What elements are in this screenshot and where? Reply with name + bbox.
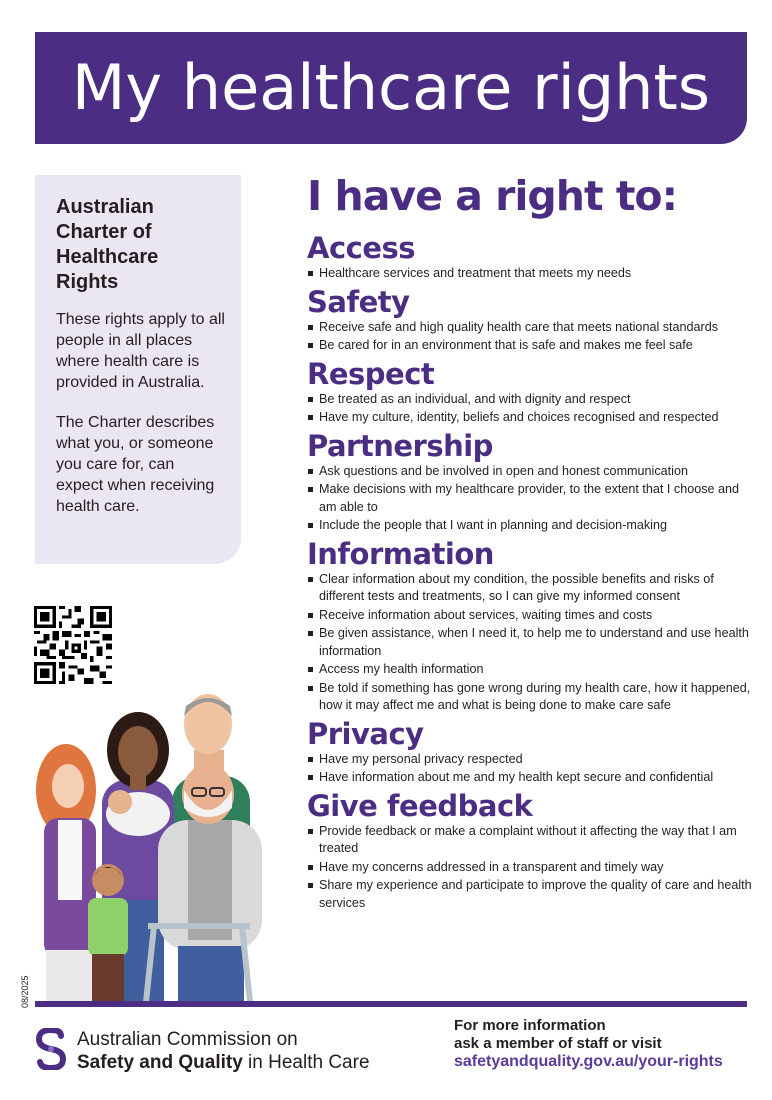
right-items-list xyxy=(307,463,757,535)
right-section-information xyxy=(307,538,757,715)
right-item: Receive safe and high quality health care that meets national standards xyxy=(307,319,757,337)
right-section-partnership xyxy=(307,430,757,535)
footer-divider xyxy=(35,1001,747,1007)
rights-heading: I have a right to: xyxy=(307,172,677,220)
right-item: Have my concerns addressed in a transparent and timely way xyxy=(307,859,757,877)
right-section-privacy xyxy=(307,718,757,787)
family-illustration xyxy=(36,690,278,1002)
title-banner xyxy=(35,32,747,144)
commission-logo-icon xyxy=(35,1028,67,1070)
right-item: Receive information about services, waiting times and costs xyxy=(307,607,757,625)
right-item: Healthcare services and treatment that meets my needs xyxy=(307,265,757,283)
child-figure xyxy=(88,864,128,1002)
right-item: Have my culture, identity, beliefs and choices recognised and respected xyxy=(307,409,757,427)
right-section-respect xyxy=(307,358,757,427)
right-section-title: Privacy xyxy=(307,716,424,751)
rights-website-link[interactable]: safetyandquality.gov.au/your-rights xyxy=(454,1053,723,1070)
charter-scope-text: These rights apply to all people in all places where health care is provided in Australia. xyxy=(56,311,225,391)
right-section-title: Partnership xyxy=(307,428,493,463)
org-name-line1: Australian Commission on xyxy=(77,1029,298,1050)
qr-code[interactable] xyxy=(34,606,112,684)
right-section-safety xyxy=(307,286,757,355)
right-items-list xyxy=(307,571,757,715)
right-section-title: Information xyxy=(307,536,494,571)
more-info-heading: For more information xyxy=(454,1017,606,1034)
charter-title: Australian Charter of Healthcare Rights xyxy=(56,196,159,293)
more-information-block xyxy=(454,1017,723,1071)
right-item: Be told if something has gone wrong during my health care, how it happened, how it may affect me and what is being done to make care safe xyxy=(307,680,757,715)
right-item: Be cared for in an environment that is safe and makes me feel safe xyxy=(307,337,757,355)
right-items-list xyxy=(307,823,757,913)
organisation-name xyxy=(77,1028,370,1074)
right-item: Share my experience and participate to improve the quality of care and health services xyxy=(307,877,757,912)
right-items-list xyxy=(307,391,757,427)
right-section-title: Safety xyxy=(307,284,410,319)
right-items-list xyxy=(307,751,757,787)
rights-list xyxy=(307,172,757,915)
more-info-instruction: ask a member of staff or visit xyxy=(454,1035,662,1052)
org-name-rest: in Health Care xyxy=(242,1052,370,1073)
young-woman-figure xyxy=(36,744,96,1002)
publication-date-code: 08/2025 xyxy=(20,975,30,1008)
right-item: Ask questions and be involved in open and honest communication xyxy=(307,463,757,481)
charter-description-text: The Charter describes what you, or someone you care for, can expect when receiving health care. xyxy=(56,414,215,515)
right-item: Make decisions with my healthcare provider, to the extent that I choose and am able to xyxy=(307,481,757,516)
right-section-access xyxy=(307,232,757,283)
right-items-list xyxy=(307,319,757,355)
org-name-bold: Safety and Quality xyxy=(77,1052,243,1073)
page-title: My healthcare rights xyxy=(71,51,711,124)
right-section-give-feedback xyxy=(307,790,757,913)
right-section-title: Respect xyxy=(307,356,435,391)
right-item: Be treated as an individual, and with dignity and respect xyxy=(307,391,757,409)
right-items-list xyxy=(307,265,757,283)
charter-info-panel xyxy=(35,175,241,564)
right-section-title: Give feedback xyxy=(307,788,533,823)
right-item: Have information about me and my health kept secure and confidential xyxy=(307,769,757,787)
right-item: Provide feedback or make a complaint without it affecting the way that I am treated xyxy=(307,823,757,858)
right-item: Access my health information xyxy=(307,661,757,679)
right-item: Be given assistance, when I need it, to help me to understand and use health information xyxy=(307,625,757,660)
right-item: Clear information about my condition, the possible benefits and risks of different tests and treatments, so I can give my informed consent xyxy=(307,571,757,606)
right-section-title: Access xyxy=(307,231,416,265)
right-item: Include the people that I want in planning and decision-making xyxy=(307,517,757,535)
right-item: Have my personal privacy respected xyxy=(307,751,757,769)
